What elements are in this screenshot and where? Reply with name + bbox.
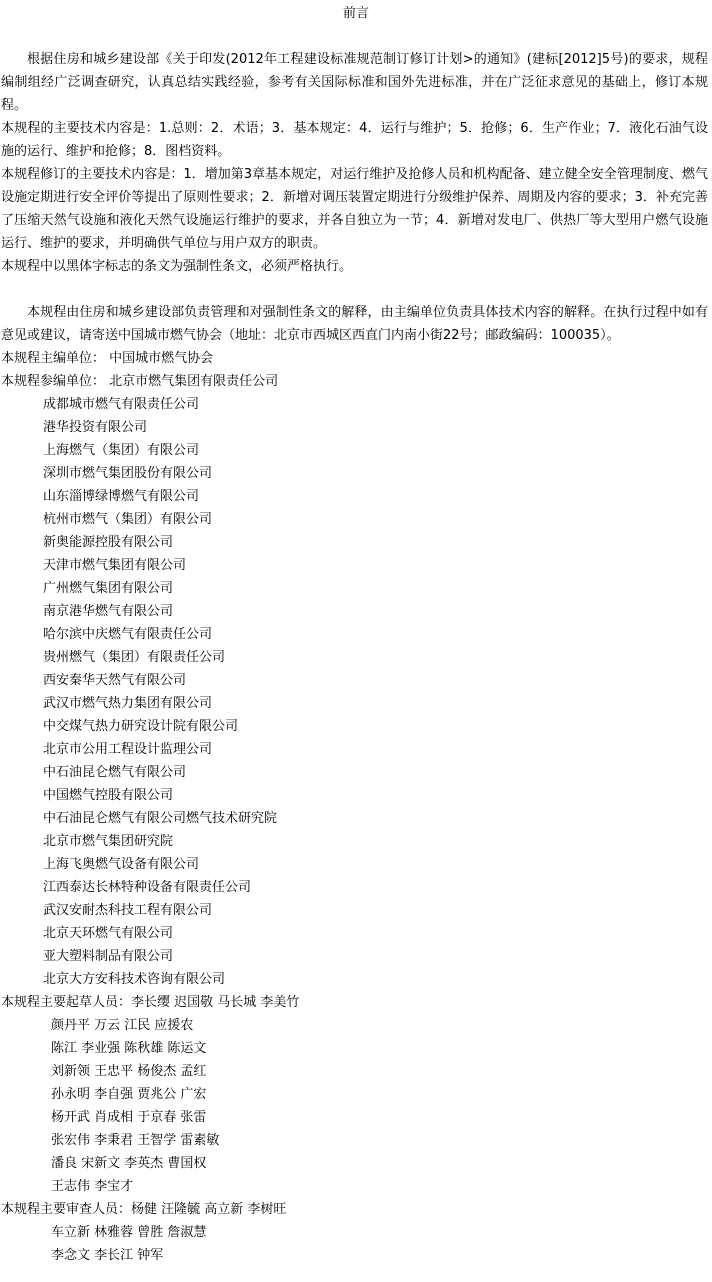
participant-unit-item: 南京港华燃气有限公司 (43, 604, 174, 619)
drafter-names-line: 潘良 宋新文 李英杰 曹国权 (51, 1156, 207, 1171)
participant-unit-item: 成都城市燃气有限责任公司 (43, 397, 200, 412)
blank-line (0, 278, 712, 301)
participant-unit-item: 天津市燃气集团有限公司 (43, 558, 187, 573)
page-title: 前言 (342, 6, 369, 21)
participant-units-list (0, 393, 712, 991)
chief-editor-line: 本规程主编单位： 中国城市燃气协会 (1, 351, 214, 366)
revision-paragraph: 本规程修订的主要技术内容是：1．增加第3章基本规定，对运行维护及抢修人员和机构配备、建立健全安全管理制度、燃气设施定期进行安全评价等提出了原则性要求；2．新增对调压装置定期进行分级维护保养、周期及内容的要求；3．补充完善了压缩天然气设施和液化天然气设施运行维护的要求，并各自独立为一节；4．新增对发电厂、供热厂等大型用户燃气设施运行、维护的要求，并明确供气单位与用户双方的职责。 (1, 167, 708, 251)
participant-unit-item: 贵州燃气（集团）有限责任公司 (43, 650, 226, 665)
participant-unit-item: 北京市公用工程设计监理公司 (43, 742, 213, 757)
drafter-names-line: 陈江 李业强 陈秋雄 陈运文 (51, 1041, 207, 1056)
reviewer-names-line: 李念文 李长江 钟军 (51, 1248, 164, 1263)
participant-unit-item: 哈尔滨中庆燃气有限责任公司 (43, 627, 213, 642)
drafter-names-line: 杨开武 肖成相 于京春 张雷 (51, 1110, 207, 1125)
intro-paragraph: 根据住房和城乡建设部《关于印发(2012年工程建设标准规范制订修订计划>的通知》(建标[2012]5号)的要求，规程编制组经广泛调查研究，认真总结实践经验，参考有关国际标准和国外先进标准，并在广泛征求意见的基础上，修订本规程。 (1, 52, 708, 113)
participant-unit-item: 港华投资有限公司 (43, 420, 148, 435)
participant-unit-item: 武汉安耐杰科技工程有限公司 (43, 903, 213, 918)
blank-line (0, 25, 712, 48)
drafter-names-line: 王志伟 李宝才 (51, 1179, 134, 1194)
participant-unit-item: 中石油昆仑燃气有限公司 (43, 765, 187, 780)
participant-unit-item: 杭州市燃气（集团）有限公司 (43, 512, 213, 527)
participant-unit-item: 武汉市燃气热力集团有限公司 (43, 696, 213, 711)
participant-unit-item: 深圳市燃气集团股份有限公司 (43, 466, 213, 481)
drafter-names-line: 颜丹平 万云 江民 应援农 (51, 1018, 194, 1033)
participant-unit-item: 北京大方安科技术咨询有限公司 (43, 972, 226, 987)
drafter-names-line: 刘新领 王忠平 杨俊杰 孟红 (51, 1064, 207, 1079)
participant-unit-item: 广州燃气集团有限公司 (43, 581, 174, 596)
participant-unit-item: 江西泰达长林特种设备有限责任公司 (43, 880, 252, 895)
mandatory-paragraph: 本规程中以黑体字标志的条文为强制性条文，必须严格执行。 (1, 259, 353, 274)
participant-unit-item: 上海燃气（集团）有限公司 (43, 443, 200, 458)
participant-unit-item: 中石油昆仑燃气有限公司燃气技术研究院 (43, 811, 278, 826)
participant-unit-item: 中国燃气控股有限公司 (43, 788, 174, 803)
participant-unit-item: 新奥能源控股有限公司 (43, 535, 174, 550)
drafter-names-line: 张宏伟 李秉君 王智学 雷素敏 (51, 1133, 220, 1148)
participant-unit-item: 山东淄博绿博燃气有限公司 (43, 489, 200, 504)
participant-unit-item: 北京天环燃气有限公司 (43, 926, 174, 941)
participants-label: 本规程参编单位： 北京市燃气集团有限责任公司 (1, 374, 279, 389)
reviewer-names-line: 车立新 林雅蓉 曾胜 詹淑慧 (51, 1225, 207, 1240)
participant-unit-item: 上海飞奥燃气设备有限公司 (43, 857, 200, 872)
drafters-list (0, 1014, 712, 1198)
drafters-label: 本规程主要起草人员：李长缨 迟国敬 马长城 李美竹 (1, 995, 300, 1010)
participant-unit-item: 西安秦华天然气有限公司 (43, 673, 187, 688)
reviewers-label: 本规程主要审查人员：杨健 汪隆毓 高立新 李树旺 (1, 1202, 287, 1217)
participant-unit-item: 北京市燃气集团研究院 (43, 834, 174, 849)
main-content-paragraph: 本规程的主要技术内容是：1.总则：2．术语；3．基本规定：4．运行与维护；5．抢修；6．生产作业；7．液化石油气设施的运行、维护和抢修；8．图档资料。 (1, 121, 708, 159)
reviewers-list (0, 1221, 712, 1267)
management-paragraph: 本规程由住房和城乡建设部负责管理和对强制性条文的解释，由主编单位负责具体技术内容的解释。在执行过程中如有意见或建议，请寄送中国城市燃气协会（地址：北京市西城区西直门内南小街22号；邮政编码：100035）。 (1, 305, 708, 343)
participant-unit-item: 亚大塑料制品有限公司 (43, 949, 174, 964)
drafter-names-line: 孙永明 李自强 贾兆公 广宏 (51, 1087, 207, 1102)
participant-unit-item: 中交煤气热力研究设计院有限公司 (43, 719, 239, 734)
